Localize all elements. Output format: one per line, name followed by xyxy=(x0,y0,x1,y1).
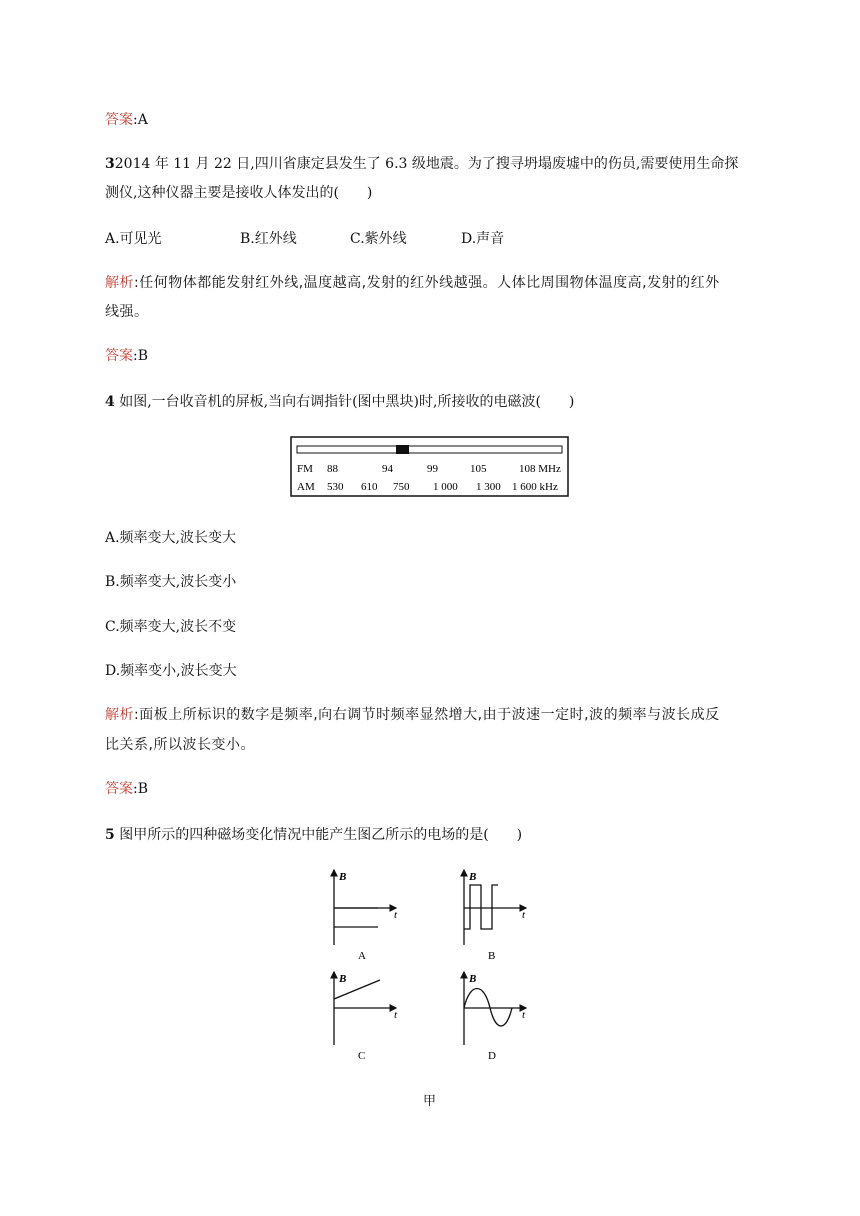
question-5-line xyxy=(105,825,522,845)
am-value: 1 300 xyxy=(476,481,501,493)
question-4-line xyxy=(105,392,574,412)
q3-option-d: D.声音 xyxy=(461,231,505,247)
axis-label-b: B xyxy=(469,973,477,985)
answer-value: :B xyxy=(133,781,149,797)
q4-option-b: B.频率变大,波长变小 xyxy=(105,574,237,590)
axis-label-b: B xyxy=(339,973,347,985)
fm-label: FM xyxy=(297,463,313,475)
question-text: 如图,一台收音机的屏板,当向右调指针(图中黑块)时,所接收的电磁波( ) xyxy=(114,394,575,410)
graph-b xyxy=(464,870,526,962)
question-text: 图甲所示的四种磁场变化情况中能产生图乙所示的电场的是( ) xyxy=(114,827,523,843)
q3-option-c: C.紫外线 xyxy=(350,231,407,247)
question-3-line-2: 测仪,这种仪器主要是接收人体发出的( ) xyxy=(105,185,373,201)
axis-label-t: t xyxy=(394,1009,398,1021)
graph-c xyxy=(334,972,398,1062)
question-number: 3 xyxy=(105,156,115,172)
answer-line xyxy=(105,779,148,799)
am-value: 1 600 kHz xyxy=(512,481,558,493)
graph-caption: B xyxy=(488,950,496,962)
am-label: AM xyxy=(297,481,315,493)
answer-line xyxy=(105,110,148,130)
answer-value: :B xyxy=(133,348,149,364)
axis-label-b: B xyxy=(339,871,347,883)
fm-value: 108 MHz xyxy=(519,463,561,475)
dial-pointer xyxy=(396,445,409,454)
explanation-label: 解析 xyxy=(105,707,134,723)
explanation-line-2: 比关系,所以波长变小。 xyxy=(105,737,255,753)
graph-a xyxy=(334,870,398,962)
explanation-text: :任何物体都能发射红外线,温度越高,发射的红外线越强。人体比周围物体温度高,发射的红外 xyxy=(134,275,720,291)
question-text: 2014 年 11 月 22 日,四川省康定县发生了 6.3 级地震。为了搜寻坍塌废墟中的伤员,需要使用生命探 xyxy=(114,156,739,172)
question-number: 4 xyxy=(105,394,115,410)
figure-label: 甲 xyxy=(423,1094,437,1109)
answer-value: :A xyxy=(133,112,148,128)
graph-caption: C xyxy=(358,1050,366,1062)
radio-dial-figure xyxy=(290,436,570,498)
magnetic-field-graphs xyxy=(300,860,560,1070)
axis-label-t: t xyxy=(522,909,526,921)
answer-label: 答案 xyxy=(105,112,133,128)
fm-value: 94 xyxy=(382,463,393,475)
am-value: 530 xyxy=(327,481,344,493)
q3-option-a: A.可见光 xyxy=(105,231,162,247)
question-3-line-1 xyxy=(105,154,738,174)
answer-label: 答案 xyxy=(105,348,133,364)
graph-d xyxy=(464,972,526,1062)
answer-line xyxy=(105,346,148,366)
axis-label-b: B xyxy=(469,871,477,883)
q4-option-d: D.频率变小,波长变大 xyxy=(105,663,237,679)
am-value: 610 xyxy=(361,481,378,493)
question-number: 5 xyxy=(105,827,115,843)
q4-option-c: C.频率变大,波长不变 xyxy=(105,619,237,635)
answer-label: 答案 xyxy=(105,781,133,797)
fm-value: 99 xyxy=(427,463,438,475)
explanation-line-1 xyxy=(105,705,720,725)
graph-caption: D xyxy=(488,1050,496,1062)
axis-label-t: t xyxy=(522,1009,526,1021)
graph-caption: A xyxy=(358,950,366,962)
fm-value: 88 xyxy=(327,463,338,475)
dial-track xyxy=(297,446,562,453)
q4-option-a: A.频率变大,波长变大 xyxy=(105,530,237,546)
axis-label-t: t xyxy=(394,909,398,921)
am-value: 1 000 xyxy=(433,481,458,493)
q3-option-b: B.红外线 xyxy=(240,231,297,247)
am-value: 750 xyxy=(393,481,410,493)
fm-value: 105 xyxy=(470,463,487,475)
explanation-text: :面板上所标识的数字是频率,向右调节时频率显然增大,由于波速一定时,波的频率与波长成反 xyxy=(134,707,720,723)
explanation-line-1 xyxy=(105,273,720,293)
explanation-label: 解析 xyxy=(105,275,134,291)
explanation-line-2: 线强。 xyxy=(105,304,149,320)
